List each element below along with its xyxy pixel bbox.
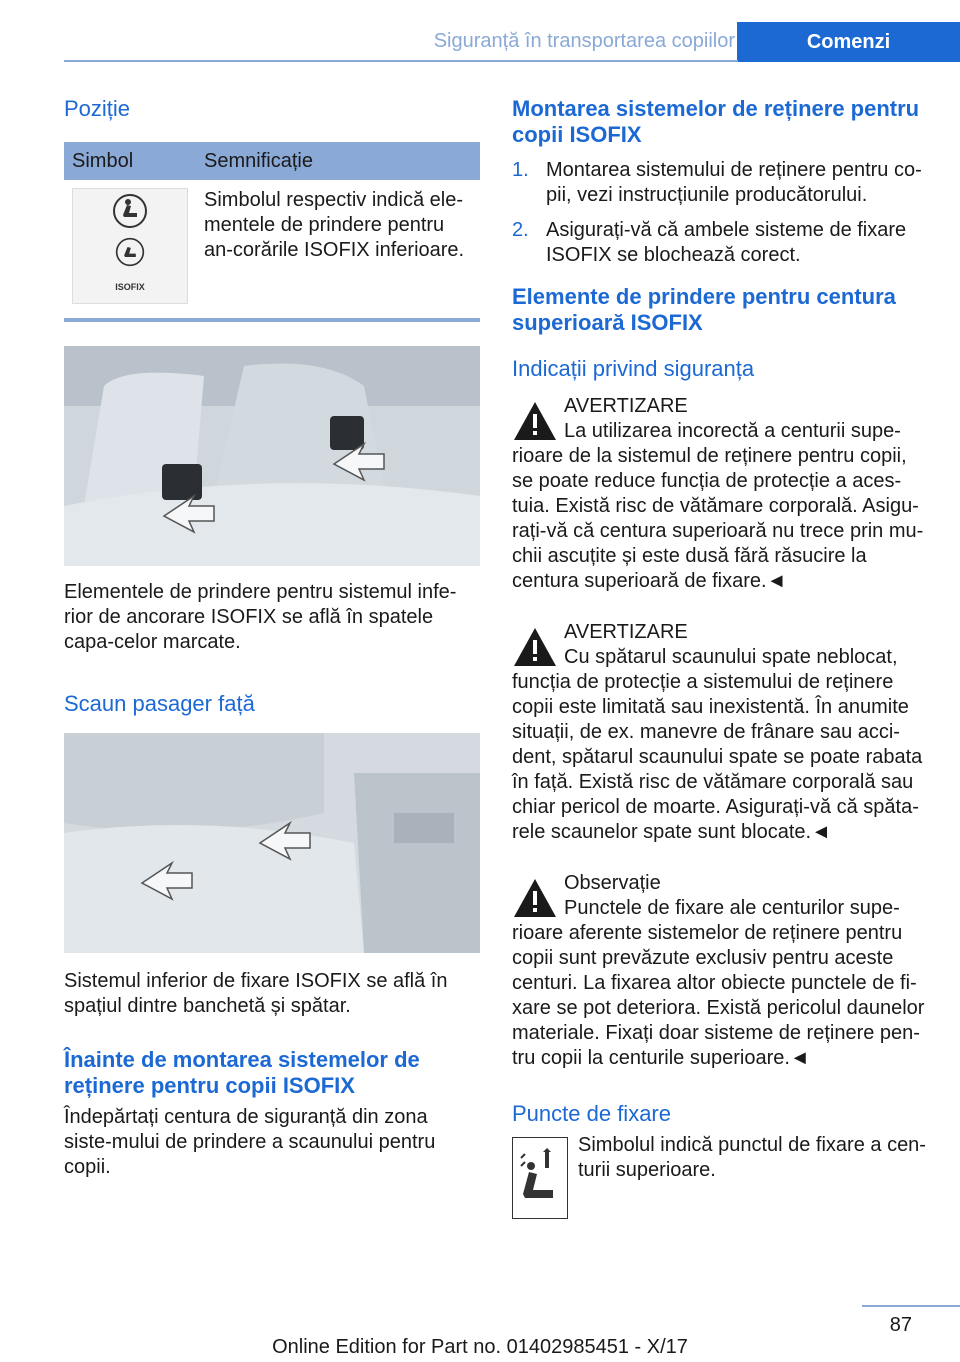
note-title: Observație bbox=[564, 872, 661, 894]
page-header bbox=[0, 0, 960, 62]
anchor-point-text: Simbolul indică punctul de fixare a cen-turii superioare. bbox=[578, 1134, 926, 1181]
warning-icon bbox=[512, 626, 558, 668]
note-block bbox=[512, 871, 928, 1071]
warning-title: AVERTIZARE bbox=[564, 395, 688, 417]
step-number: 1. bbox=[512, 159, 529, 181]
heading-safety: Indicații privind siguranța bbox=[512, 356, 755, 381]
heading-mounting: Montarea sistemelor de reținere pentru copii ISOFIX bbox=[512, 96, 920, 147]
step-text: Asigurați-vă că ambele sisteme de fixare ISOFIX se blochează corect. bbox=[546, 219, 907, 266]
table-cell-meaning: Simbolul respectiv indică ele-mentele de prindere pentru an-corările ISOFIX inferioare. bbox=[204, 189, 465, 261]
heading-top-tether: Elemente de prindere pentru centura superioară ISOFIX bbox=[512, 284, 896, 335]
photo-rear-seat-anchors bbox=[64, 346, 480, 566]
heading-pozitie: Poziție bbox=[64, 96, 131, 121]
warning-block-1 bbox=[512, 394, 928, 594]
warning-icon bbox=[512, 877, 558, 919]
symbol-table bbox=[64, 142, 480, 312]
footer-rule bbox=[862, 1305, 960, 1307]
chapter-tab[interactable]: Comenzi bbox=[737, 22, 960, 62]
left-column bbox=[64, 96, 480, 1180]
right-column bbox=[512, 96, 928, 1219]
isofix-symbol-label: ISOFIX bbox=[115, 281, 145, 292]
warning-block-2 bbox=[512, 620, 928, 845]
heading-anchor-points: Puncte de fixare bbox=[512, 1101, 671, 1126]
heading-front-seat: Scaun pasager față bbox=[64, 691, 255, 716]
list-item bbox=[512, 158, 928, 208]
caption-rear-anchors: Elementele de prindere pentru sistemul infe-rior de ancorare ISOFIX se află în spatele capa-celor marcate. bbox=[64, 581, 457, 653]
warning-title: AVERTIZARE bbox=[564, 621, 688, 643]
warning-text: Cu spătarul scaunului spate neblocat, funcția de protecție a sistemului de reținere copii este limitată sau inexistentă. În anumite situații, de ex. manevre de frânare sau acci-dent, spătarul scaunului spate se poate rabata în față. Există risc de vătămare corporală sau chiar pericol de moarte. Asigurați-vă că spăta-rele scaunelor spate sunt blocate.◄ bbox=[512, 646, 923, 843]
page-number: 87 bbox=[889, 1314, 912, 1336]
step-text: Montarea sistemului de reținere pentru co-pii, vezi instrucțiunile producătorului. bbox=[546, 159, 922, 206]
table-header-symbol: Simbol bbox=[64, 142, 196, 180]
list-item bbox=[512, 218, 928, 268]
top-tether-symbol-icon bbox=[512, 1137, 568, 1219]
table-row bbox=[64, 180, 480, 312]
step-number: 2. bbox=[512, 219, 529, 241]
table-bottom-rule bbox=[64, 318, 480, 322]
footer-edition: Online Edition for Part no. 01402985451 - X/17 bbox=[272, 1336, 688, 1358]
text-before-mounting: Îndepărtați centura de siguranță din zona siste-mului de prindere a scaunului pentru copii. bbox=[64, 1106, 436, 1178]
isofix-symbol-icon bbox=[72, 188, 188, 304]
mounting-steps bbox=[512, 158, 928, 268]
warning-icon bbox=[512, 400, 558, 442]
photo-front-seat bbox=[64, 733, 480, 953]
table-header-meaning: Semnificație bbox=[196, 142, 480, 180]
heading-before-mounting: Înainte de montarea sistemelor de reținere pentru copii ISOFIX bbox=[64, 1047, 420, 1098]
header-rule bbox=[64, 60, 738, 62]
caption-front-seat: Sistemul inferior de fixare ISOFIX se află în spațiul dintre banchetă și spătar. bbox=[64, 970, 448, 1017]
section-title: Siguranță în transportarea copiilor bbox=[433, 30, 735, 52]
warning-text: La utilizarea incorectă a centurii supe- rioare de la sistemul de reținere pentru copii, se poate reduce funcția de protecție a aces-tuia. Există risc de vătămare corporală. Asigu-rați-vă că centura superioară nu trece prin mu-chii ascuțite și este dusă fără răsucire la centura superioară de fixare.◄ bbox=[512, 420, 924, 592]
note-text: Punctele de fixare ale centurilor supe- rioare aferente sistemelor de reținere pentru copii sunt prevăzute exclusiv pentru aceste centuri. La fixarea altor obiecte punctele de fi-xare se pot deteriora. Există pericolul daunelor materiale. Fixați doar sisteme de reținere pen-tru copii la centurile superioare.◄ bbox=[512, 897, 925, 1069]
anchor-point-row bbox=[512, 1133, 928, 1219]
